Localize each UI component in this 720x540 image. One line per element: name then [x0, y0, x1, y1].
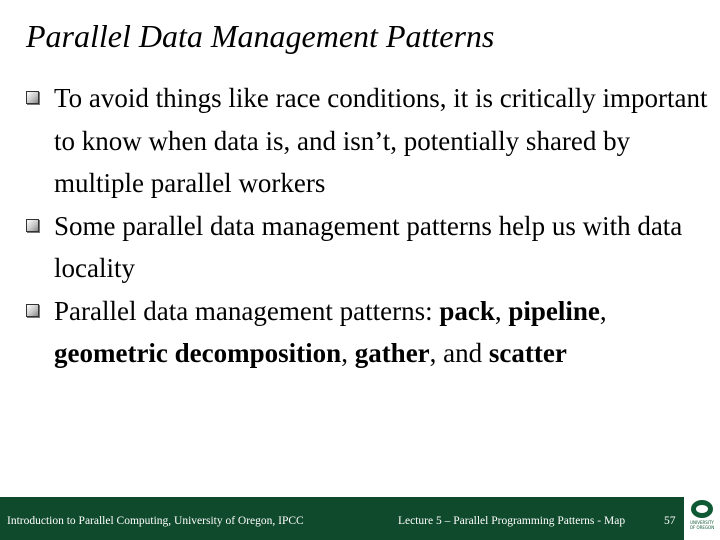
pattern-term-gather: gather	[354, 338, 430, 368]
bullet-prefix: Parallel data management patterns:	[54, 295, 440, 326]
term-separator: ,	[599, 295, 607, 326]
checkbox-bullet-icon	[26, 304, 39, 317]
slide-title: Parallel Data Management Patterns	[26, 18, 495, 54]
bullet-item	[24, 290, 714, 375]
bullet-text	[54, 296, 607, 369]
term-conjunction: , and	[429, 338, 489, 368]
university-logo	[684, 497, 720, 540]
term-separator: ,	[494, 295, 509, 326]
university-of-oregon-o-icon	[691, 500, 713, 518]
checkbox-bullet-icon	[26, 219, 39, 232]
logo-text-line: OF OREGON	[689, 525, 715, 530]
pattern-term-pipeline: pipeline	[508, 295, 600, 326]
slide-footer	[0, 497, 684, 540]
bullet-text: To avoid things like race conditions, it is critically important to know when data is, and isn’t, potentially shared by multiple parallel workers	[54, 83, 708, 198]
footer-lecture-title: Lecture 5 – Parallel Programming Patterns - Map	[398, 515, 626, 527]
term-separator: ,	[341, 338, 355, 368]
bullet-item	[24, 77, 714, 205]
bullet-item	[24, 205, 714, 290]
pattern-term-geometric-decomposition: geometric decomposition	[54, 338, 342, 368]
pattern-term-pack: pack	[439, 295, 495, 326]
logo-text	[684, 520, 720, 530]
logo-text-line: UNIVERSITY	[690, 520, 714, 525]
footer-course-title: Introduction to Parallel Computing, University of Oregon, IPCC	[7, 515, 304, 527]
checkbox-bullet-icon	[26, 91, 39, 104]
pattern-term-scatter: scatter	[488, 338, 567, 368]
bullet-list	[24, 77, 714, 375]
bullet-text: Some parallel data management patterns help us with data locality	[54, 210, 683, 283]
page-number: 57	[664, 515, 676, 527]
